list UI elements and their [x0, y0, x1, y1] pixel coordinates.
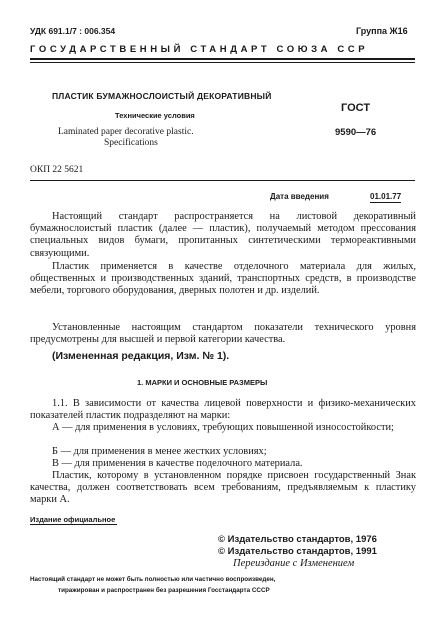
intro-date-value: 01.01.77 [370, 192, 402, 201]
section-paragraph-1: 1.1. В зависимости от качества лицевой поверхности и физико-механических показателей пластик подразделяют на марки: [30, 398, 416, 422]
gost-label: ГОСТ [341, 102, 371, 114]
official-edition-label: Издание официальное [30, 515, 116, 524]
intro-paragraph-3: Установленные настоящим стандартом показатели технического уровня предусмотрены для высшей и первой категории качества. [30, 322, 416, 346]
copyright-notice-line-1: Настоящий стандарт не может быть полностью или частично воспроизведен, [30, 576, 276, 583]
section-heading: 1. МАРКИ И ОСНОВНЫЕ РАЗМЕРЫ [137, 378, 268, 387]
reprint-note: Переиздание с Изменением [233, 558, 355, 569]
english-title: Laminated paper decorative plastic. [58, 127, 194, 137]
amendment-note: (Измененная редакция, Изм. № 1). [52, 350, 230, 362]
quality-mark-paragraph: Пластик, которому в установленном порядке присвоен государственный Знак качества, должен соответствовать всем требованиям, предъявляемым к пластику марки А. [30, 470, 416, 506]
intro-paragraph-2: Пластик применяется в качестве отделочного материала для жилых, общественных и производственных зданий, транспортных средств, в производстве мебели, торгового оборудования, дверных полотен и др. изделий. [30, 261, 416, 297]
grade-a-item: А — для применения в условиях, требующих повышенной износостойкости; [52, 422, 394, 433]
copyright-notice-line-2: тиражирован и распространен без разрешения Госстандарта СССР [58, 587, 270, 594]
english-subtitle: Specifications [104, 138, 158, 148]
udk-code: УДК 691.1/7 : 006.354 [30, 26, 116, 36]
okp-code: ОКП 22 5621 [30, 165, 84, 175]
document-title: ПЛАСТИК БУМАЖНОСЛОИСТЫЙ ДЕКОРАТИВНЫЙ [52, 91, 272, 101]
grade-v-item: В — для применения в качестве поделочного материала. [52, 458, 303, 469]
header-rule-thick [30, 58, 415, 60]
grade-b-item: Б — для применения в менее жестких условиях; [52, 446, 267, 457]
copyright-1991: © Издательство стандартов, 1991 [218, 546, 377, 557]
state-standard-heading: ГОСУДАРСТВЕННЫЙ СТАНДАРТ СОЮЗА ССР [30, 44, 369, 55]
title-rule [30, 180, 415, 181]
gost-number: 9590—76 [335, 127, 377, 138]
intro-date-label: Дата введения [270, 192, 329, 201]
document-subtitle: Технические условия [115, 111, 195, 120]
intro-paragraph-1: Настоящий стандарт распространяется на листовой декоративный бумажнослоистый пластик (далее — пластик), получаемый методом прессования специальных видов бумаги, пропитанных синтетическими термореактивными связующими. [30, 211, 416, 259]
header-rule-thin [30, 62, 415, 63]
group-code: Группа Ж16 [356, 26, 408, 36]
copyright-1976: © Издательство стандартов, 1976 [218, 534, 377, 545]
